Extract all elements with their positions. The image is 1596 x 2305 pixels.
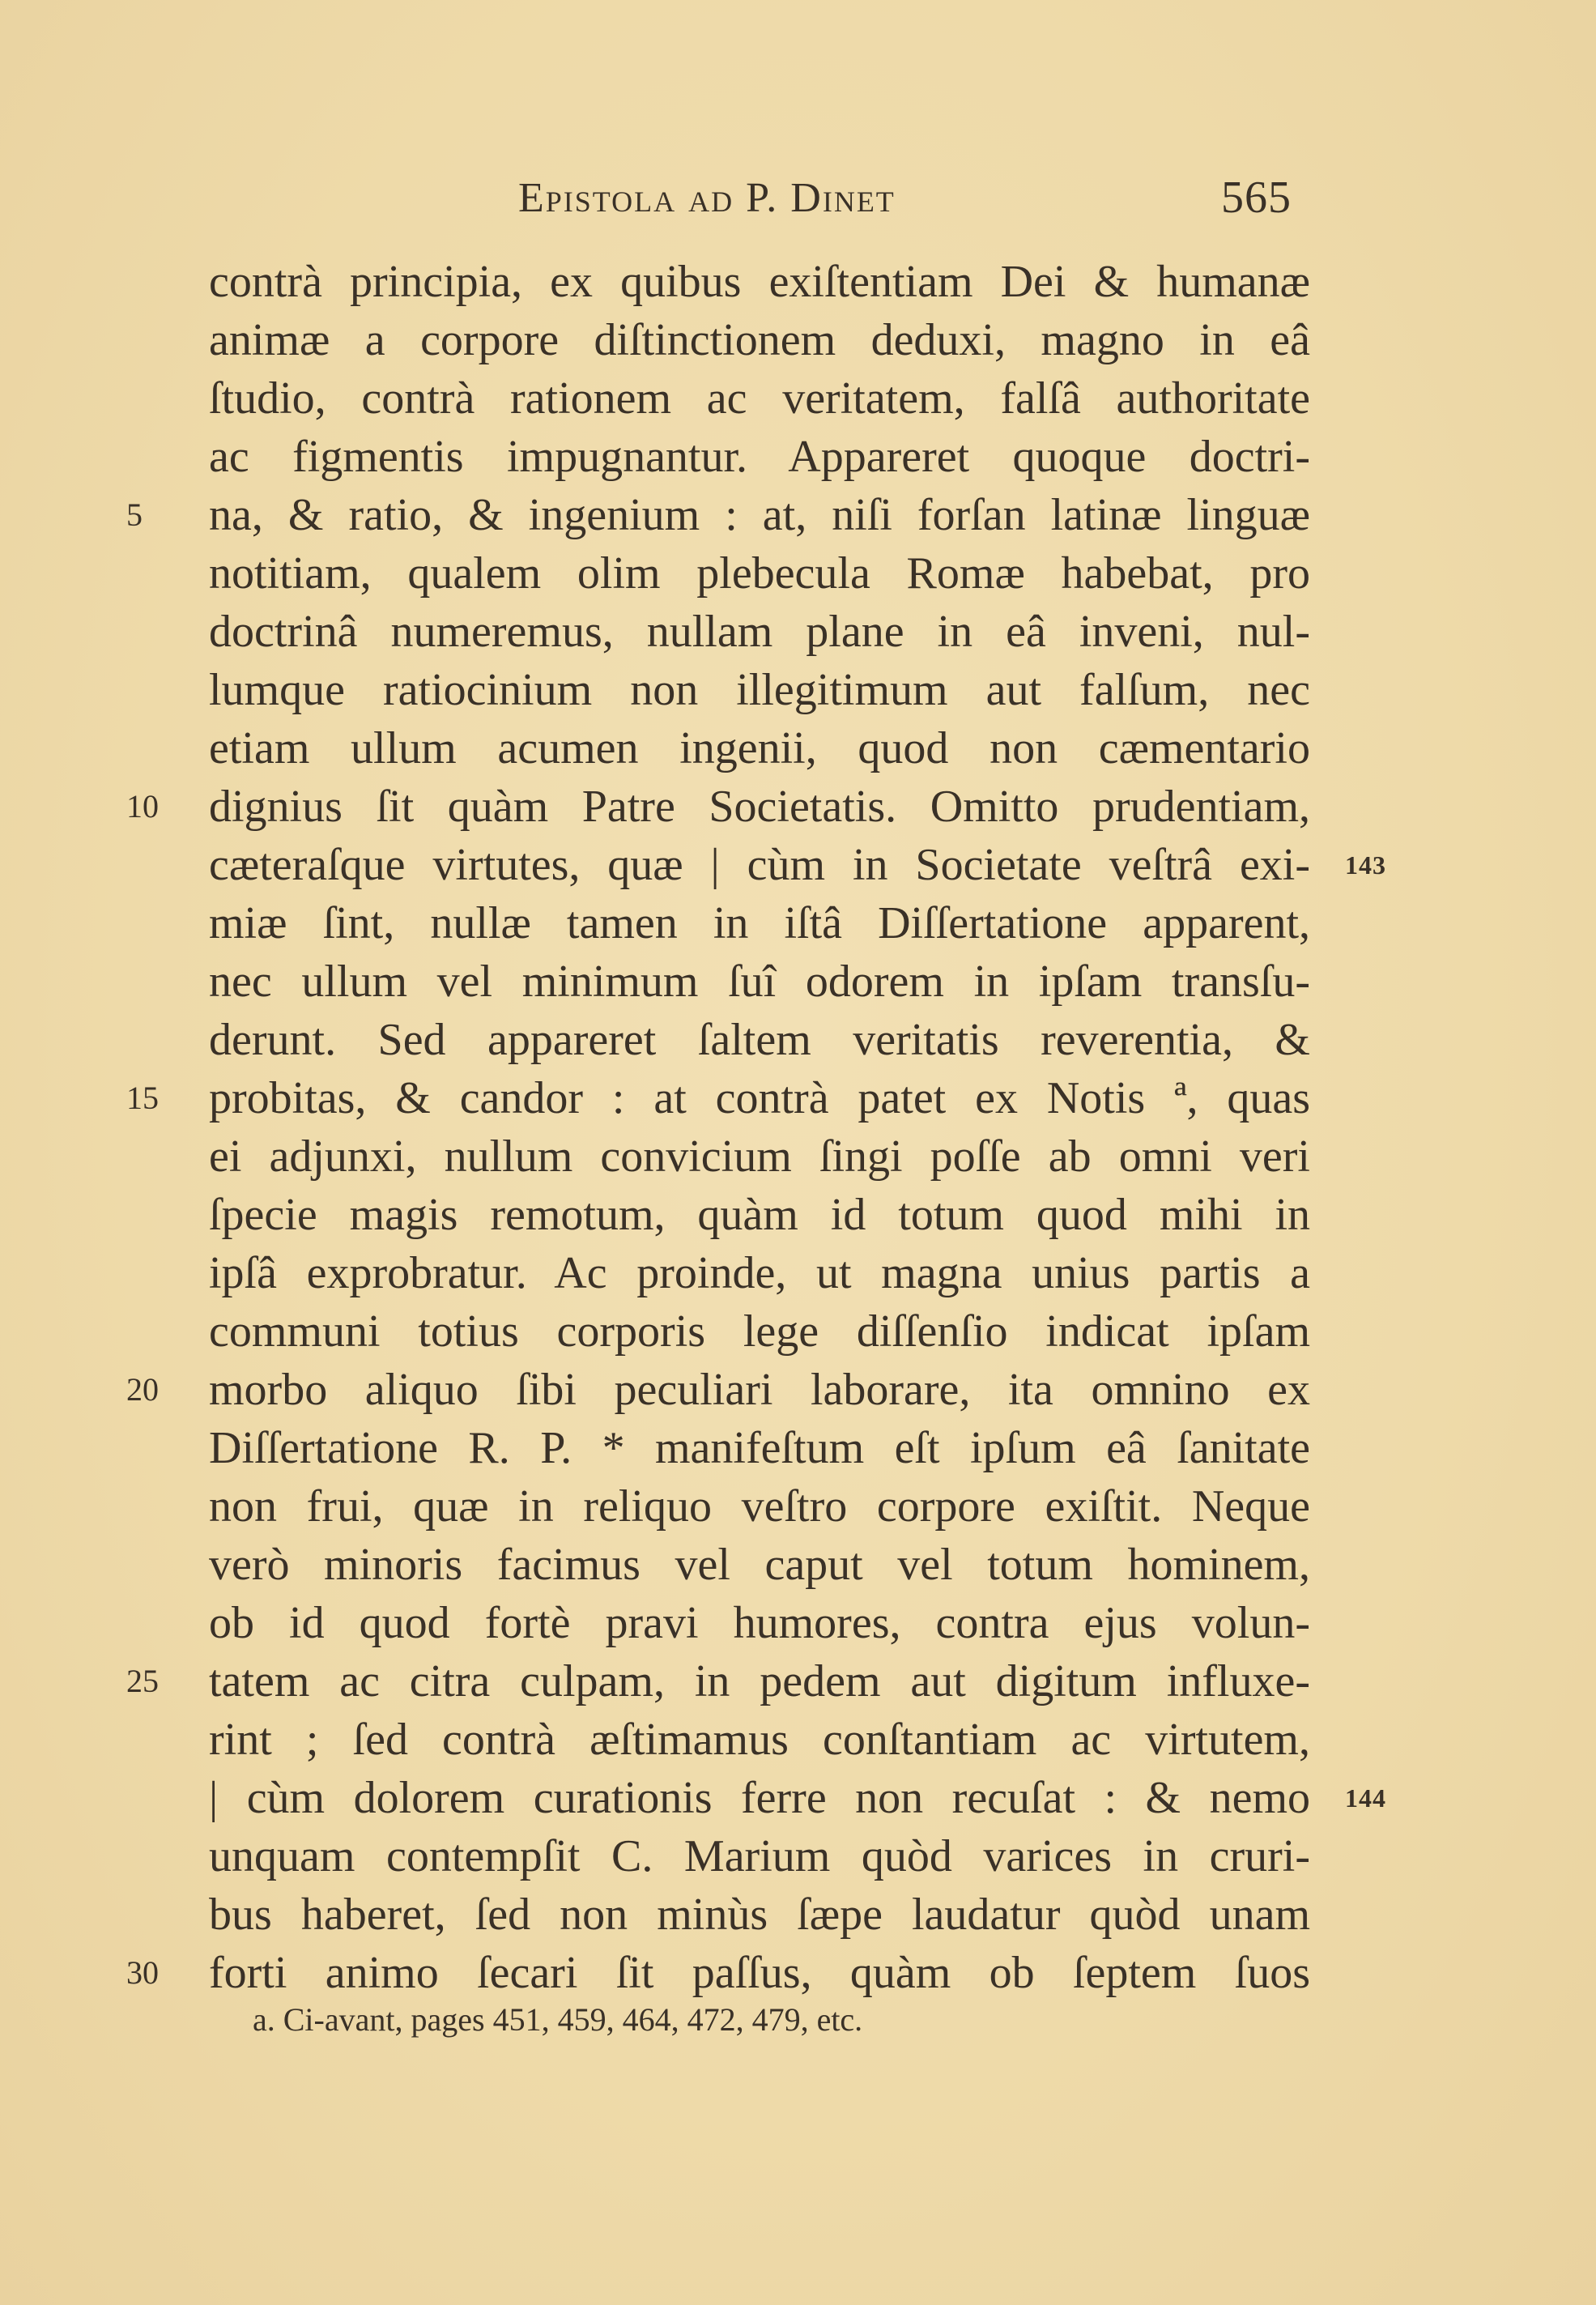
line-text: non frui, quæ in reliquo veſtro corpore exiſtit. Neque (209, 1481, 1310, 1532)
line-text: ſpecie magis remotum, quàm id totum quod mihi in (209, 1190, 1310, 1240)
line-text: forti animo ſecari ſit paſſus, quàm ob ſeptem ſuos (209, 1948, 1310, 1998)
line-number: 25 (126, 1663, 159, 1699)
line-text: probitas, & candor : at contrà patet ex Notis ª, quas (209, 1073, 1310, 1123)
main-text (126, 253, 1386, 2002)
margin-page-reference: 143 (1345, 850, 1386, 880)
text-line (209, 719, 1310, 778)
text-line (209, 1186, 1310, 1244)
text-line (209, 1536, 1310, 1594)
text-line (209, 1477, 1310, 1536)
line-text: Diſſertatione R. P. * manifeſtum eſt ipſum eâ ſanitate (209, 1423, 1310, 1473)
line-number: 20 (126, 1371, 159, 1408)
line-text: doctrinâ numeremus, nullam plane in eâ inveni, nul- (209, 607, 1310, 657)
line-text: etiam ullum acumen ingenii, quod non cæmentario (209, 723, 1310, 773)
line-text: ob id quod fortè pravi humores, contra ejus volun- (209, 1598, 1310, 1648)
text-line (209, 369, 1310, 428)
text-line (209, 1885, 1310, 1944)
line-text: ſtudio, contrà rationem ac veritatem, falſâ authoritate (209, 373, 1310, 424)
line-text: dignius ſit quàm Patre Societatis. Omitto prudentiam, (209, 782, 1310, 832)
text-line (209, 1594, 1310, 1652)
text-line (209, 1011, 1310, 1069)
line-text: miæ ſint, nullæ tamen in iſtâ Diſſertatione apparent, (209, 898, 1310, 948)
margin-page-reference: 144 (1345, 1783, 1386, 1813)
text-line (209, 311, 1310, 369)
line-text: communi totius corporis lege diſſenſio indicat ipſam (209, 1306, 1310, 1357)
text-line (209, 1419, 1310, 1477)
text-line (209, 603, 1310, 661)
line-text: contrà principia, ex quibus exiſtentiam Dei & humanæ (209, 257, 1310, 307)
text-line (209, 544, 1310, 603)
line-text: cæteraſque virtutes, quæ | cùm in Societate veſtrâ exi- (209, 840, 1310, 890)
line-text: animæ a corpore diſtinctionem deduxi, magno in eâ (209, 315, 1310, 365)
line-text: lumque ratiocinium non illegitimum aut falſum, nec (209, 665, 1310, 715)
line-text: morbo aliquo ſibi peculiari laborare, ita omnino ex (209, 1365, 1310, 1415)
text-line (209, 428, 1310, 486)
text-line (126, 1652, 1310, 1711)
line-text: tatem ac citra culpam, in pedem aut digitum influxe- (209, 1656, 1310, 1706)
line-text: na, & ratio, & ingenium : at, niſi forſan latinæ linguæ (209, 490, 1310, 540)
text-line (126, 778, 1310, 836)
footnote: a. Ci-avant, pages 451, 459, 464, 472, 479, etc. (253, 2001, 863, 2038)
line-number: 15 (126, 1080, 159, 1116)
text-line (126, 1944, 1310, 2002)
line-text: ac figmentis impugnantur. Appareret quoque doctri- (209, 432, 1310, 482)
line-text: derunt. Sed appareret ſaltem veritatis reverentia, & (209, 1015, 1310, 1065)
line-text: bus haberet, ſed non minùs ſæpe laudatur quòd unam (209, 1890, 1310, 1940)
line-text: ipſâ exprobratur. Ac proinde, ut magna unius partis a (209, 1248, 1310, 1298)
page-number: 565 (1221, 173, 1292, 223)
text-line (126, 1361, 1310, 1419)
text-line (209, 836, 1386, 894)
line-number: 10 (126, 788, 159, 824)
line-number: 30 (126, 1954, 159, 1991)
line-number: 5 (126, 496, 143, 533)
line-text: nec ullum vel minimum ſuî odorem in ipſam transſu- (209, 957, 1310, 1007)
text-line (209, 1769, 1386, 1827)
text-line (126, 486, 1310, 544)
line-text: notitiam, qualem olim plebecula Romæ habebat, pro (209, 548, 1310, 599)
text-line (209, 253, 1310, 311)
text-line (209, 1244, 1310, 1302)
text-line (209, 1827, 1310, 1885)
text-line (209, 952, 1310, 1011)
text-line (209, 894, 1310, 952)
text-line (209, 1711, 1310, 1769)
line-text: verò minoris facimus vel caput vel totum hominem, (209, 1540, 1310, 1590)
text-line (209, 1127, 1310, 1186)
running-title: Epistola ad P. Dinet (518, 175, 896, 221)
text-line (209, 661, 1310, 719)
text-line (209, 1302, 1310, 1361)
line-text: unquam contempſit C. Marium quòd varices in cruri- (209, 1831, 1310, 1881)
line-text: | cùm dolorem curationis ferre non recuſat : & nemo (209, 1773, 1310, 1823)
line-text: ei adjunxi, nullum convicium ſingi poſſe ab omni veri (209, 1131, 1310, 1182)
line-text: rint ; ſed contrà æſtimamus conſtantiam ac virtutem, (209, 1715, 1310, 1765)
text-line (126, 1069, 1310, 1127)
